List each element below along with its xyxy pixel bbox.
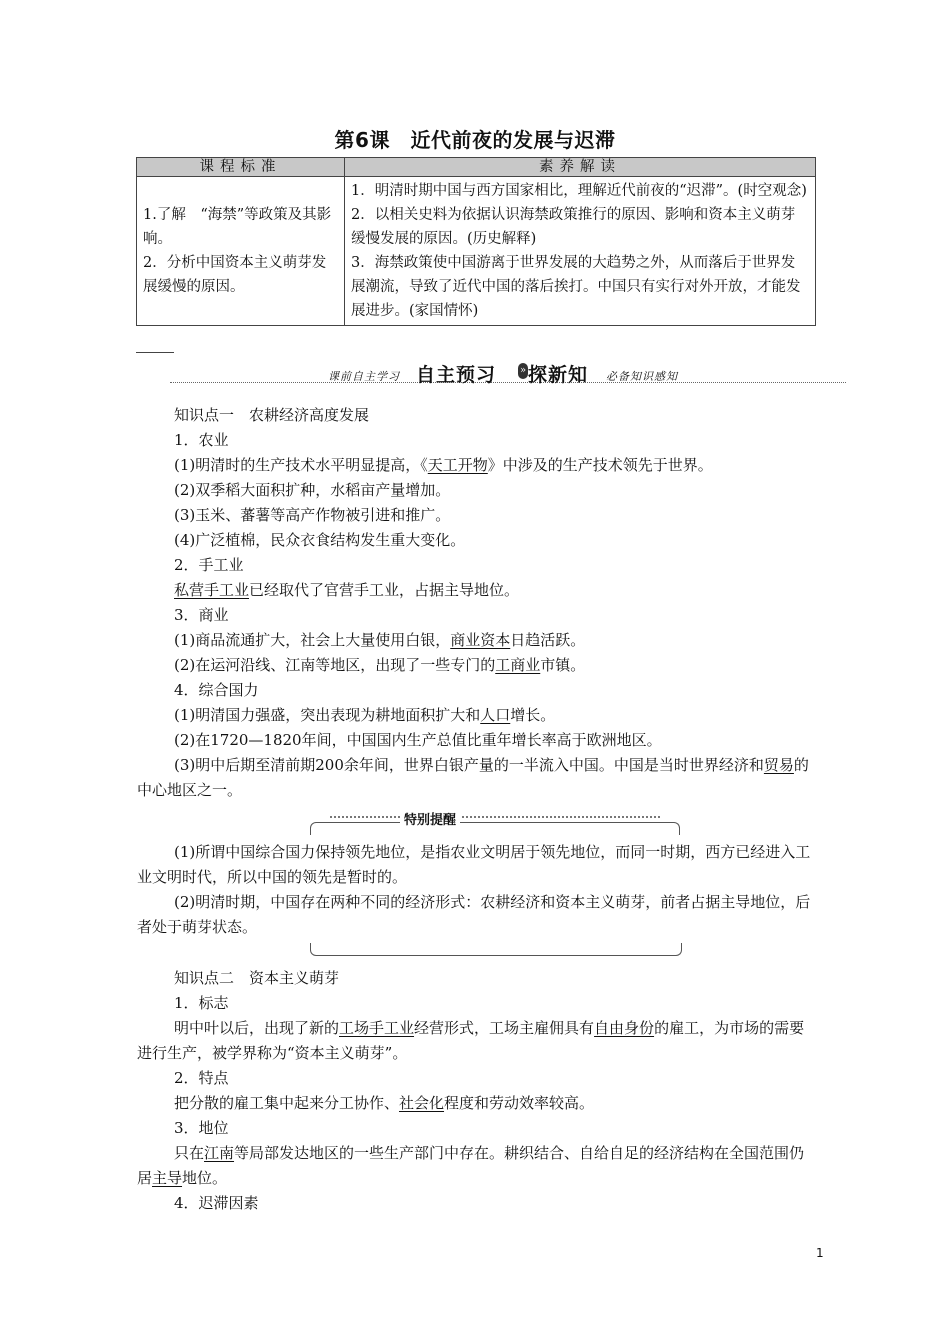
- section-banner: [170, 360, 846, 390]
- section-heading: 知识点二 资本主义萌芽: [174, 969, 340, 987]
- tip-frame: [310, 822, 680, 835]
- subheading: 2．手工业: [174, 556, 244, 574]
- paragraph: (1)商品流通扩大，社会上大量使用白银，商业资本日趋活跃。: [174, 631, 586, 649]
- subheading: 1．标志: [174, 994, 229, 1012]
- section-heading: 知识点一 农耕经济高度发展: [174, 406, 370, 424]
- paragraph: (2)双季稻大面积扩种，水稻亩产量增加。: [174, 481, 451, 499]
- tip-content: [137, 840, 817, 940]
- subheading: 3．地位: [174, 1119, 229, 1137]
- subheading: 3．商业: [174, 606, 229, 624]
- tip-dots: [330, 816, 660, 818]
- knowledge-point-2: [137, 966, 817, 1216]
- subheading: 2．特点: [174, 1069, 229, 1087]
- banner-right-text: 必备知识感知: [606, 370, 678, 383]
- literacy-item: 3．海禁政策使中国游离于世界发展的大趋势之外，从而落后于世界发展潮流，导致了近代中国的落后挨打。中国只有实行对外开放，才能发展进步。(家国情怀): [351, 255, 801, 319]
- literacy-item: 1．明清时期中国与西方国家相比，理解近代前夜的“迟滞”。(时空观念): [351, 183, 807, 199]
- tip-box-top: [310, 812, 680, 834]
- paragraph: (3)玉米、蕃薯等高产作物被引进和推广。: [174, 506, 451, 524]
- paragraph: 把分散的雇工集中起来分工协作、社会化程度和劳动效率较高。: [174, 1094, 595, 1112]
- paragraph: (2)在1720—1820年间，中国国内生产总值比重年增长率高于欧洲地区。: [174, 731, 662, 749]
- table-header-literacy: 素养解读: [345, 158, 816, 177]
- banner-rule: [170, 382, 846, 383]
- paragraph: 只在江南等局部发达地区的一些生产部门中存在。耕织结合、自给自足的经济结构在全国范围仍居主导地位。: [137, 1144, 805, 1187]
- paragraph: (1)明清国力强盛，突出表现为耕地面积扩大和人口增长。: [174, 706, 556, 724]
- banner-main-text-2: 探新知: [528, 364, 589, 386]
- page-title: 第6课 近代前夜的发展与迟滞: [334, 128, 616, 152]
- banner-main-text: 自主预习: [416, 364, 497, 386]
- standard-item: 2．分析中国资本主义萌芽发展缓慢的原因。: [143, 255, 327, 295]
- paragraph: 明中叶以后，出现了新的工场手工业经营形式，工场主雇佣具有自由身份的雇工，为市场的需要进行生产，被学界称为“资本主义萌芽”。: [137, 1019, 805, 1062]
- paragraph: (3)明中后期至清前期200余年间，世界白银产量的一半流入中国。中国是当时世界经济和贸易的中心地区之一。: [137, 756, 809, 799]
- tip-paragraph: (1)所谓中国综合国力保持领先地位，是指农业文明居于领先地位，而同一时期，西方已经进入工业文明时代，所以中国的领先是暂时的。: [137, 843, 811, 886]
- table-header-standard: 课程标准: [137, 158, 345, 177]
- double-arrow-icon: »: [518, 363, 528, 379]
- table-footer-rule: [136, 352, 174, 353]
- knowledge-point-1: [137, 403, 817, 803]
- tip-box-bottom: [310, 943, 682, 956]
- paragraph: (1)明清时的生产技术水平明显提高，《天工开物》中涉及的生产技术领先于世界。: [174, 456, 713, 474]
- tip-paragraph: (2)明清时期，中国存在两种不同的经济形式：农耕经济和资本主义萌芽，前者占据主导地位，后者处于萌芽状态。: [137, 893, 811, 936]
- page-number: 1: [816, 1246, 824, 1260]
- standard-cell: [137, 177, 345, 326]
- banner-left-text: 课前自主学习: [328, 370, 400, 383]
- subheading: 1．农业: [174, 431, 229, 449]
- literacy-item: 2．以相关史料为依据认识海禁政策推行的原因、影响和资本主义萌芽缓慢发展的原因。(历史解释): [351, 207, 796, 247]
- paragraph: 私营手工业已经取代了官营手工业，占据主导地位。: [174, 581, 520, 599]
- paragraph: (2)在运河沿线、江南等地区，出现了一些专门的工商业市镇。: [174, 656, 586, 674]
- standard-item: 1.了解 “海禁”等政策及其影响。: [143, 207, 332, 247]
- curriculum-table: [136, 157, 816, 326]
- subheading: 4．综合国力: [174, 681, 259, 699]
- paragraph: (4)广泛植棉，民众衣食结构发生重大变化。: [174, 531, 466, 549]
- tip-label: 特别提醒: [400, 809, 460, 828]
- subheading: 4．迟滞因素: [174, 1194, 259, 1212]
- literacy-cell: [345, 177, 816, 326]
